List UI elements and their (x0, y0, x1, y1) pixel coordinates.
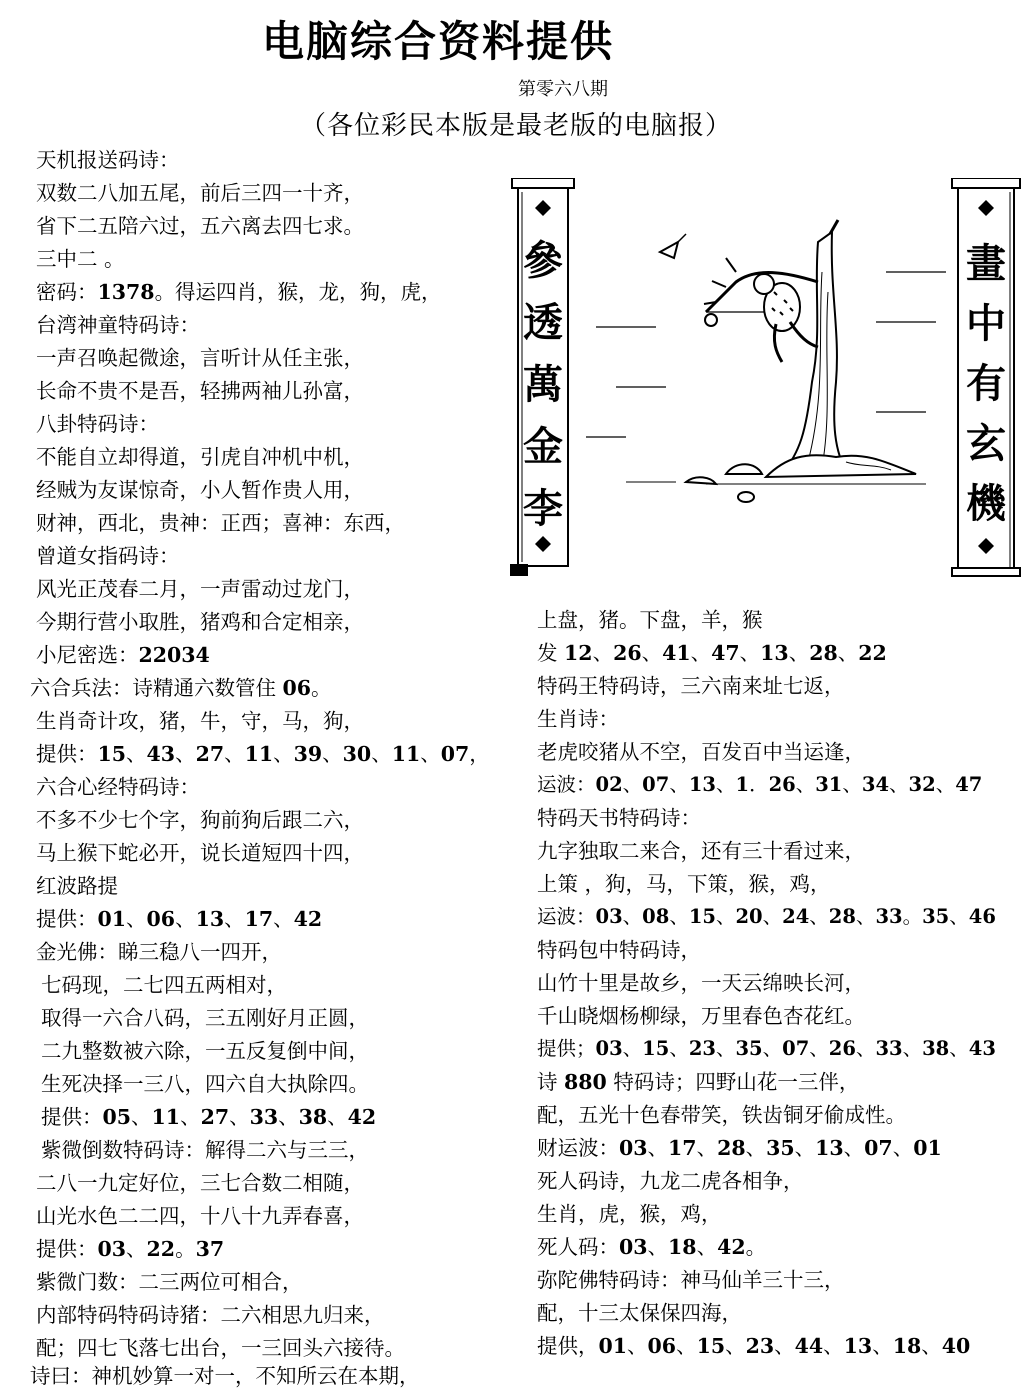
text-line: 今期行营小取胜，猪鸡和合定相亲， (36, 610, 364, 634)
number-text: 47 (955, 773, 983, 796)
text-line: 山竹十里是故乡，一天云绵映长河， (537, 971, 865, 995)
number-text: 11 (391, 742, 421, 766)
number-text: 05 (102, 1105, 132, 1129)
text-line: 生肖诗： (537, 707, 619, 731)
number-text: 38 (298, 1105, 328, 1129)
number-text: 28 (809, 641, 838, 665)
text-line: 山光水色二二四，十八十九弄春喜， (36, 1204, 364, 1228)
number-text: 35 (922, 905, 950, 928)
number-text: 01 (598, 1334, 628, 1358)
scroll-right-char: 玄 (966, 420, 1006, 467)
text-line: 马上猴下蛇必开，说长道短四十四， (36, 841, 364, 865)
text-line: 不多不少七个字，狗前狗后跟二六， (36, 808, 364, 832)
number-text: 42 (293, 907, 323, 931)
text-line: 弥陀佛特码诗：神马仙羊三十三， (537, 1268, 845, 1292)
number-text: 26 (768, 773, 796, 796)
number-text: 40 (941, 1334, 971, 1358)
text-line: 提供；03、15、23、35、07、26、33、38、43 (537, 1037, 996, 1060)
number-text: 38 (922, 1037, 950, 1060)
number-text: 27 (195, 742, 225, 766)
scroll-right-char: 機 (966, 480, 1006, 527)
number-text: 44 (794, 1334, 824, 1358)
text-line: 运波：03、08、15、20、24、28、33。35、46 (537, 905, 996, 928)
text-line: 红波路提 (36, 874, 118, 898)
number-text: 41 (662, 641, 691, 665)
text-line: 天机报送码诗： (36, 148, 180, 172)
text-line: 提供：15、43、27、11、39、30、11、07， (36, 742, 490, 766)
number-text: 1378 (97, 280, 155, 304)
number-text: 07 (440, 742, 470, 766)
number-text: 1 (735, 773, 750, 796)
number-text: 06 (146, 907, 176, 931)
number-text: 06 (647, 1334, 677, 1358)
text-line: 财神，西北，贵神：正西；喜神：东西， (36, 511, 405, 535)
text-line: 曾道女指码诗： (36, 544, 180, 568)
number-text: 18 (668, 1235, 697, 1259)
text-line: 诗 880 特码诗；四野山花一三伴， (537, 1070, 860, 1094)
text-line: 二八一九定好位，三七合数二相随， (36, 1171, 364, 1195)
text-line: 生肖奇计攻，猪，牛，守，马，狗， (36, 709, 364, 733)
text-line: 九字独取二来合，还有三十看过来， (537, 839, 865, 863)
text-line: 上策 ，狗，马，下策，猴，鸡， (537, 872, 831, 896)
text-line: 运波：02、07、13、1．26、31、34、32、47 (537, 773, 983, 796)
text-line: 六合兵法：诗精通六数管住 06。 (30, 676, 332, 700)
text-line: 配，五光十色春带笑，铁齿铜牙偷成性。 (537, 1103, 906, 1127)
number-text: 15 (696, 1334, 726, 1358)
number-text: 18 (892, 1334, 922, 1358)
number-text: 32 (908, 773, 936, 796)
text-line: 二九整数被六除，一五反复倒中间， (41, 1039, 369, 1063)
number-text: 31 (815, 773, 843, 796)
number-text: 13 (843, 1334, 873, 1358)
text-line: 提供，01、06、15、23、44、13、18、40 (537, 1334, 971, 1358)
text-line: 密码：1378。得运四肖，猴，龙，狗，虎， (36, 280, 442, 304)
text-line: 省下二五陪六过，五六离去四七求。 (36, 214, 364, 238)
number-text: 34 (861, 773, 890, 796)
text-line: 六合心经特码诗： (36, 775, 200, 799)
number-text: 03 (619, 1136, 648, 1160)
number-text: 46 (968, 905, 996, 928)
text-line: 紫微门数：二三两位可相合， (36, 1270, 303, 1294)
number-text: 13 (195, 907, 225, 931)
number-text: 33 (875, 905, 903, 928)
number-text: 07 (864, 1136, 893, 1160)
number-text: 28 (828, 905, 856, 928)
number-text: 42 (717, 1235, 746, 1259)
text-line: 发 12、26、41、47、13、28、22 (537, 641, 887, 665)
text-line: 特码王特码诗，三六南来址七返， (537, 674, 845, 698)
number-text: 02 (595, 773, 623, 796)
number-text: 03 (97, 1237, 127, 1261)
text-line: 老虎咬猪从不空，百发百中当运逢， (537, 740, 865, 764)
text-line: 长命不贵不是吾，轻拂两袖儿孙富， (36, 379, 364, 403)
page-title: 电脑综合资料提供 (262, 17, 615, 66)
number-text: 15 (97, 742, 127, 766)
scroll-right-char: 中 (966, 300, 1006, 347)
text-line: 八卦特码诗： (36, 412, 159, 436)
number-text: 22 (858, 641, 887, 665)
number-text: 08 (642, 905, 670, 928)
number-text: 22034 (138, 643, 210, 667)
number-text: 26 (613, 641, 642, 665)
text-line: 生肖，虎，猴，鸡， (537, 1202, 722, 1226)
number-text: 35 (766, 1136, 795, 1160)
text-line: 一声召唤起微途，言听计从任主张， (36, 346, 364, 370)
number-text: 03 (595, 905, 623, 928)
text-line: 特码包中特码诗， (537, 938, 701, 962)
scroll-right-text (960, 234, 1012, 534)
text-line: 死人码诗，九龙二虎各相争， (537, 1169, 804, 1193)
text-line: 配，十三太保保四海， (537, 1301, 742, 1325)
text-line: 生死决择一三八，四六自大执除四。 (41, 1072, 369, 1096)
text-line: 死人码：03、18、42。 (537, 1235, 767, 1259)
number-text: 39 (293, 742, 323, 766)
number-text: 30 (342, 742, 372, 766)
text-line: 金光佛：睇三稳八一四开， (36, 940, 282, 964)
scroll-left-char: 萬 (523, 361, 563, 408)
number-text: 13 (760, 641, 789, 665)
subtitle: （各位彩民本版是最老版的电脑报） (300, 111, 733, 141)
text-line: 提供：01、06、13、17、42 (36, 907, 323, 931)
number-text: 880 (564, 1070, 607, 1094)
text-line: 诗曰：神机妙算一对一，不知所云在本期， (30, 1364, 420, 1388)
text-line: 提供：03、22。37 (36, 1237, 225, 1261)
text-line: 小尼密选：22034 (36, 643, 210, 667)
text-line: 特码天书特码诗： (537, 806, 701, 830)
text-line: 千山晓烟杨柳绿，万里春色杏花红。 (537, 1004, 865, 1028)
text-line: 七码现，二七四五两相对， (41, 973, 287, 997)
number-text: 12 (564, 641, 593, 665)
number-text: 07 (642, 773, 670, 796)
text-line: 不能自立却得道，引虎自冲机中机， (36, 445, 364, 469)
scroll-left-text (519, 230, 567, 540)
number-text: 28 (717, 1136, 746, 1160)
number-text: 13 (815, 1136, 844, 1160)
number-text: 33 (249, 1105, 279, 1129)
issue-number: 第零六八期 (518, 79, 608, 100)
number-text: 17 (668, 1136, 697, 1160)
text-line: 提供：05、11、27、33、38、42 (41, 1105, 377, 1129)
text-line: 三中二 。 (36, 247, 125, 271)
number-text: 35 (735, 1037, 763, 1060)
number-text: 07 (782, 1037, 810, 1060)
number-text: 01 (97, 907, 127, 931)
scroll-left-char: 李 (523, 485, 563, 532)
number-text: 20 (735, 905, 763, 928)
scroll-left-char: 透 (523, 299, 563, 346)
number-text: 26 (828, 1037, 856, 1060)
number-text: 13 (688, 773, 716, 796)
number-text: 06 (282, 676, 312, 700)
text-line: 双数二八加五尾，前后三四一十齐， (36, 181, 364, 205)
text-line: 配；四七飞落七出台，一三回头六接待。 (36, 1336, 405, 1360)
text-line: 风光正茂春二月，一声雷动过龙门， (36, 577, 364, 601)
number-text: 01 (913, 1136, 942, 1160)
number-text: 03 (595, 1037, 623, 1060)
text-line: 经贼为友谋惊奇，小人暂作贵人用， (36, 478, 364, 502)
number-text: 23 (745, 1334, 775, 1358)
number-text: 11 (151, 1105, 181, 1129)
number-text: 17 (244, 907, 274, 931)
number-text: 42 (347, 1105, 377, 1129)
number-text: 47 (711, 641, 740, 665)
text-line: 上盘，猪。下盘，羊，猴 (537, 608, 763, 632)
number-text: 43 (968, 1037, 996, 1060)
number-text: 03 (619, 1235, 648, 1259)
monkey-tree-illustration (586, 212, 960, 542)
number-text: 27 (200, 1105, 230, 1129)
scroll-right-char: 畫 (966, 240, 1006, 287)
scroll-right-char: 有 (966, 360, 1006, 407)
number-text: 33 (875, 1037, 903, 1060)
text-line: 财运波：03、17、28、35、13、07、01 (537, 1136, 942, 1160)
text-line: 紫微倒数特码诗：解得二六与三三， (41, 1138, 369, 1162)
number-text: 11 (244, 742, 274, 766)
scroll-left-char: 參 (523, 237, 563, 284)
number-text: 15 (642, 1037, 670, 1060)
number-text: 23 (688, 1037, 716, 1060)
text-line: 取得一六合八码，三五刚好月正圆， (41, 1006, 369, 1030)
number-text: 43 (146, 742, 176, 766)
number-text: 15 (688, 905, 716, 928)
scroll-left-char: 金 (523, 423, 563, 470)
text-line: 内部特码特码诗猪：二六相思九归来， (36, 1303, 385, 1327)
text-line: 台湾神童特码诗： (36, 313, 200, 337)
number-text: 22 (146, 1237, 176, 1261)
number-text: 37 (195, 1237, 225, 1261)
number-text: 24 (782, 905, 810, 928)
